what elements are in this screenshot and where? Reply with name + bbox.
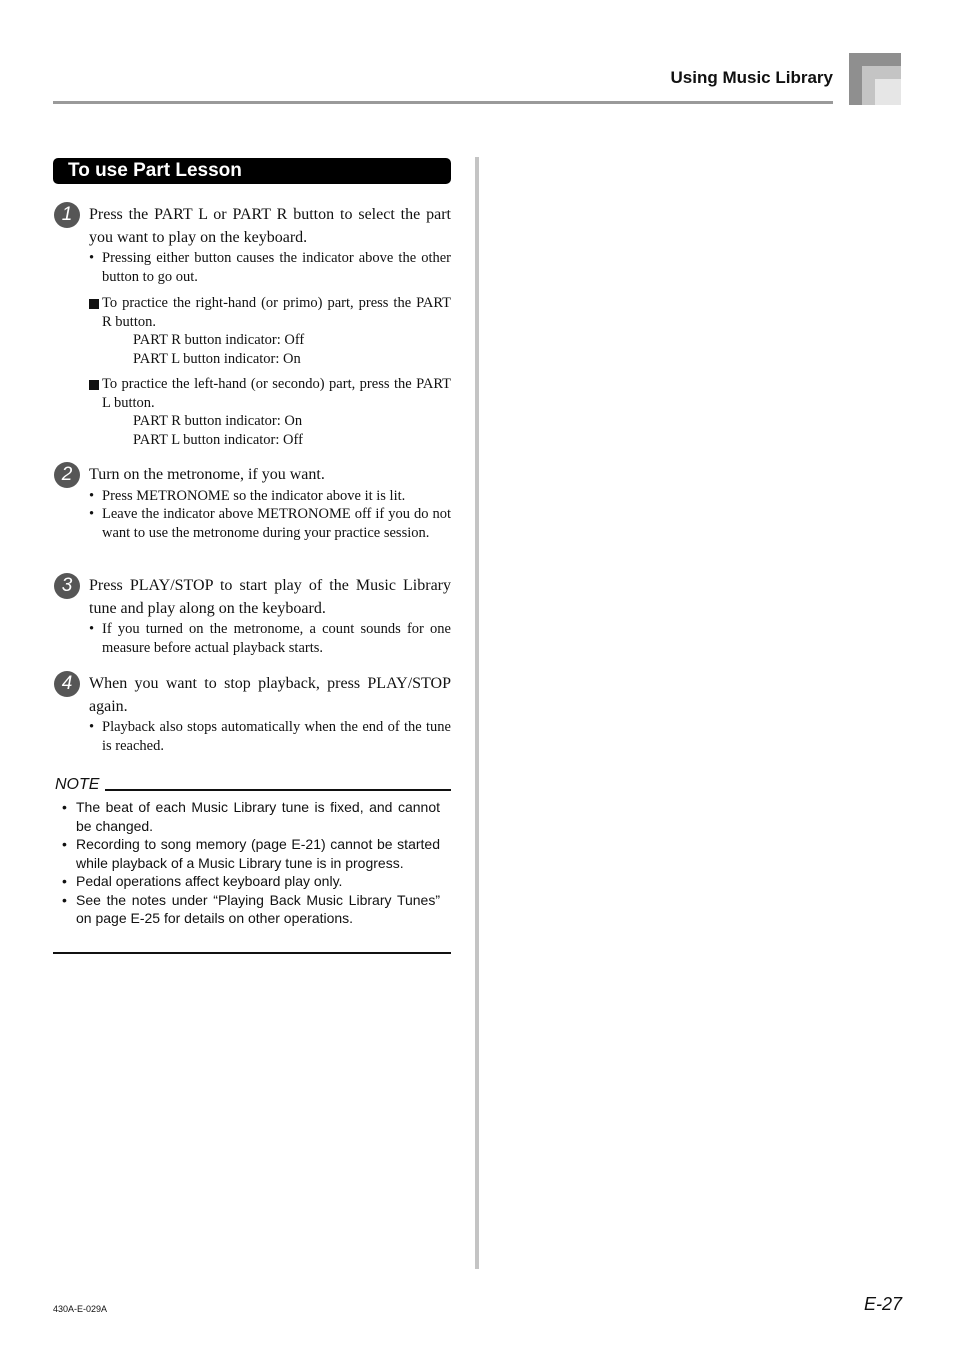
subsection-text: To practice the left-hand (or secondo) part, press the PART L button. — [102, 376, 451, 411]
indicator-line: PART R button indicator: Off — [133, 332, 305, 348]
step-number-icon: 1 — [54, 202, 80, 228]
document-code: 430A-E-029A — [53, 1304, 108, 1314]
square-bullet-icon — [89, 380, 99, 390]
indicator-line: PART R button indicator: On — [133, 413, 303, 429]
step-1 — [53, 204, 451, 449]
step-subsection — [89, 375, 451, 449]
corner-tab-innermost — [875, 79, 901, 105]
note-top-rule — [105, 789, 451, 791]
note-list — [62, 798, 440, 928]
step-text: Turn on the metronome, if you want. — [89, 466, 325, 483]
step-number-icon: 4 — [54, 671, 80, 697]
note-label: NOTE — [55, 776, 100, 793]
step-bullet: • Playback also stops automatically when the end of the tune is reached. — [89, 718, 451, 755]
step-3 — [53, 575, 451, 657]
step-bullet: • Leave the indicator above METRONOME off if you do not want to use the metronome during your practice session. — [89, 505, 451, 542]
page-number: E-27 — [863, 1294, 902, 1314]
step-bullet: • Pressing either button causes the indicator above the other button to go out. — [89, 249, 451, 286]
page-header-title: Using Music Library — [670, 68, 833, 87]
section-title: To use Part Lesson — [68, 160, 242, 181]
step-number-icon: 3 — [54, 573, 80, 599]
step-subsection — [89, 294, 451, 368]
column-divider — [475, 157, 479, 1269]
subsection-text: To practice the right-hand (or primo) part, press the PART R button. — [102, 295, 451, 330]
square-bullet-icon — [89, 299, 99, 309]
header-rule — [53, 101, 833, 104]
section-header — [53, 158, 451, 184]
step-4 — [53, 673, 451, 755]
step-bullet: • If you turned on the metronome, a count sounds for one measure before actual playback starts. — [89, 620, 451, 657]
step-number-icon: 2 — [54, 462, 80, 488]
indicator-line: PART L button indicator: On — [133, 350, 301, 367]
step-2 — [53, 464, 451, 542]
step-text: When you want to stop playback, press PLAY/STOP again. — [89, 675, 451, 715]
step-text: Press the PART L or PART R button to select the part you want to play on the keyboard. — [89, 206, 451, 246]
note-item: • Recording to song memory (page E-21) cannot be started while playback of a Music Library tune is in progress. — [62, 835, 440, 872]
note-bottom-rule — [53, 952, 451, 954]
note-item: • Pedal operations affect keyboard play only. — [62, 872, 440, 891]
corner-tab-decoration — [849, 53, 901, 105]
note-item: • See the notes under “Playing Back Music Library Tunes” on page E-25 for details on other operations. — [62, 891, 440, 928]
indicator-line: PART L button indicator: Off — [133, 431, 303, 448]
step-text: Press PLAY/STOP to start play of the Music Library tune and play along on the keyboard. — [89, 577, 451, 617]
note-item: • The beat of each Music Library tune is fixed, and cannot be changed. — [62, 798, 440, 835]
step-bullet: • Press METRONOME so the indicator above it is lit. — [89, 487, 451, 506]
